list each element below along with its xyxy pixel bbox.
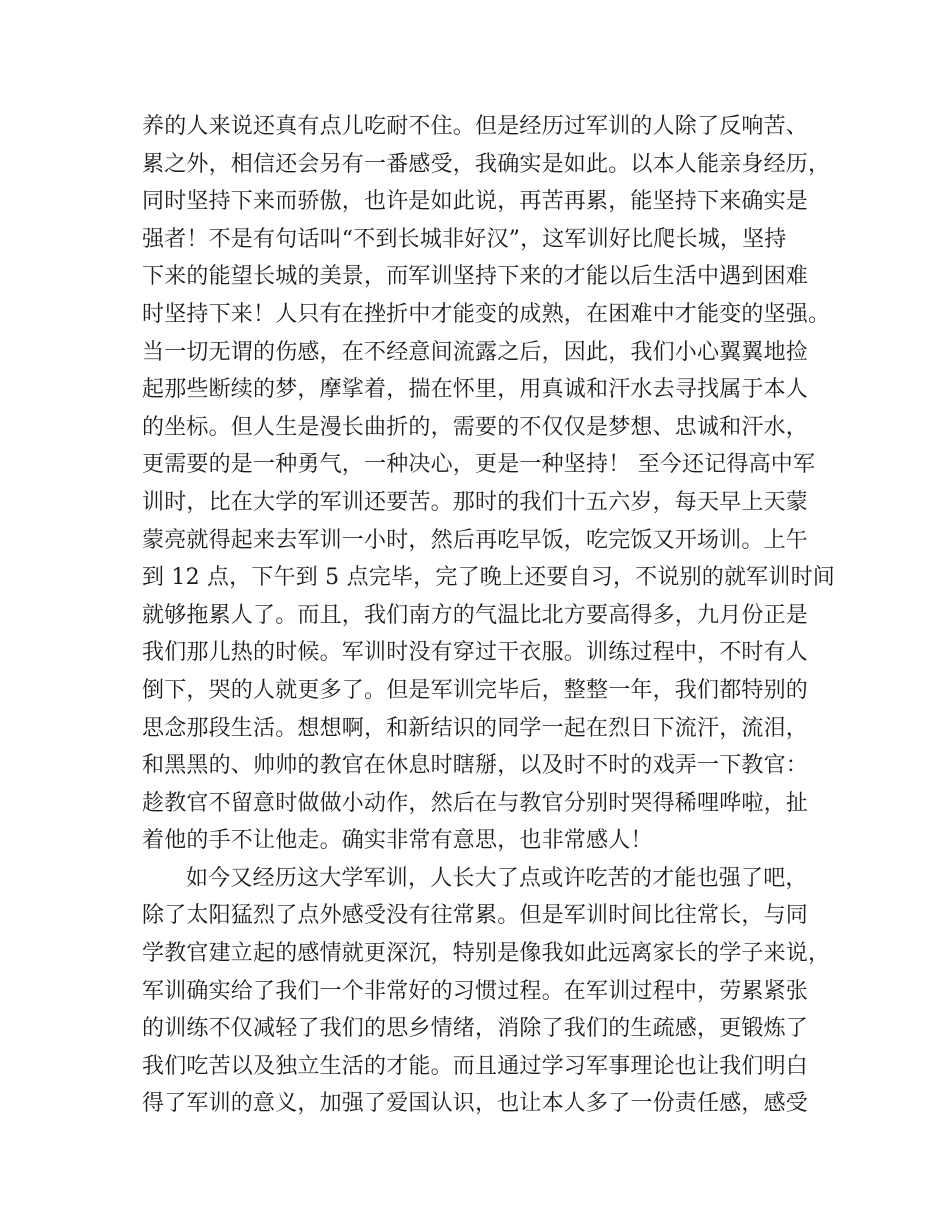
- text-line: 的坐标。但人生是漫长曲折的，需要的不仅仅是梦想、忠诚和汗水，: [142, 414, 809, 440]
- text-line: 同时坚持下来而骄傲，也许是如此说，再苦再累，能坚持下来确实是: [142, 189, 809, 215]
- text-line: 当一切无谓的伤感，在不经意间流露之后，因此，我们小心翼翼地捡: [142, 339, 809, 365]
- text-line: 养的人来说还真有点儿吃耐不住。但是经历过军训的人除了反响苦、: [142, 114, 809, 139]
- text-line: 时坚持下来！人只有在挫折中才能变的成熟，在困难中才能变的坚强。: [142, 301, 831, 327]
- text-line: 趁教官不留意时做做小动作，然后在与教官分别时哭得稀哩哗啦，扯: [142, 790, 809, 816]
- text-line: 的训练不仅减轻了我们的思乡情绪，消除了我们的生疏感，更锻炼了: [142, 1016, 809, 1042]
- text-line: 就够拖累人了。而且，我们南方的气温比北方要高得多，九月份正是: [142, 602, 809, 628]
- text-line: 思念那段生活。想想啊，和新结识的同学一起在烈日下流汗，流泪，: [142, 715, 809, 741]
- text-line: 起那些断续的梦，摩挲着，揣在怀里，用真诚和汗水去寻找属于本人: [142, 377, 809, 403]
- text-line: 除了太阳猛烈了点外感受没有往常累。但是军训时间比往常长，与同: [142, 903, 809, 929]
- text-line: 得了军训的意义，加强了爱国认识，也让本人多了一份责任感，感受: [142, 1091, 809, 1117]
- paragraph-start-line: 如今又经历这大学军训，人长大了点或许吃苦的才能也强了吧，: [186, 865, 808, 891]
- text-line: 着他的手不让他走。确实非常有意思，也非常感人！: [142, 828, 653, 854]
- text-line: 军训确实给了我们一个非常好的习惯过程。在军训过程中，劳累紧张: [142, 978, 809, 1004]
- text-line: 我们吃苦以及独立生活的才能。而且通过学习军事理论也让我们明白: [142, 1053, 809, 1079]
- text-line: 更需要的是一种勇气，一种决心，更是一种坚持！ 至今还记得高中军: [142, 452, 816, 478]
- text-line: 和黑黑的、帅帅的教官在休息时瞎掰，以及时不时的戏弄一下教官：: [142, 753, 809, 779]
- text-line: 我们那儿热的时候。军训时没有穿过干衣服。训练过程中，不时有人: [142, 640, 809, 666]
- text-line: 倒下，哭的人就更多了。但是军训完毕后，整整一年，我们都特别的: [142, 677, 809, 703]
- text-line: 累之外，相信还会另有一番感受，我确实是如此。以本人能亲身经历，: [142, 151, 831, 177]
- text-line: 下来的能望长城的美景，而军训坚持下来的才能以后生活中遇到困难: [142, 264, 809, 290]
- body-text: [142, 108, 835, 1123]
- text-line: 训时，比在大学的军训还要苦。那时的我们十五六岁，每天早上天蒙: [142, 489, 809, 515]
- text-line: 学教官建立起的感情就更深沉，特别是像我如此远离家长的学子来说，: [142, 941, 831, 967]
- text-line: 蒙亮就得起来去军训一小时，然后再吃早饭，吃完饭又开场训。上午: [142, 527, 809, 553]
- text-line: 强者！不是有句话叫“不到长城非好汉”，这军训好比爬长城，坚持: [142, 226, 787, 252]
- text-line: 到 12 点，下午到 5 点完毕，完了晚上还要自习，不说别的就军训时间: [142, 565, 835, 591]
